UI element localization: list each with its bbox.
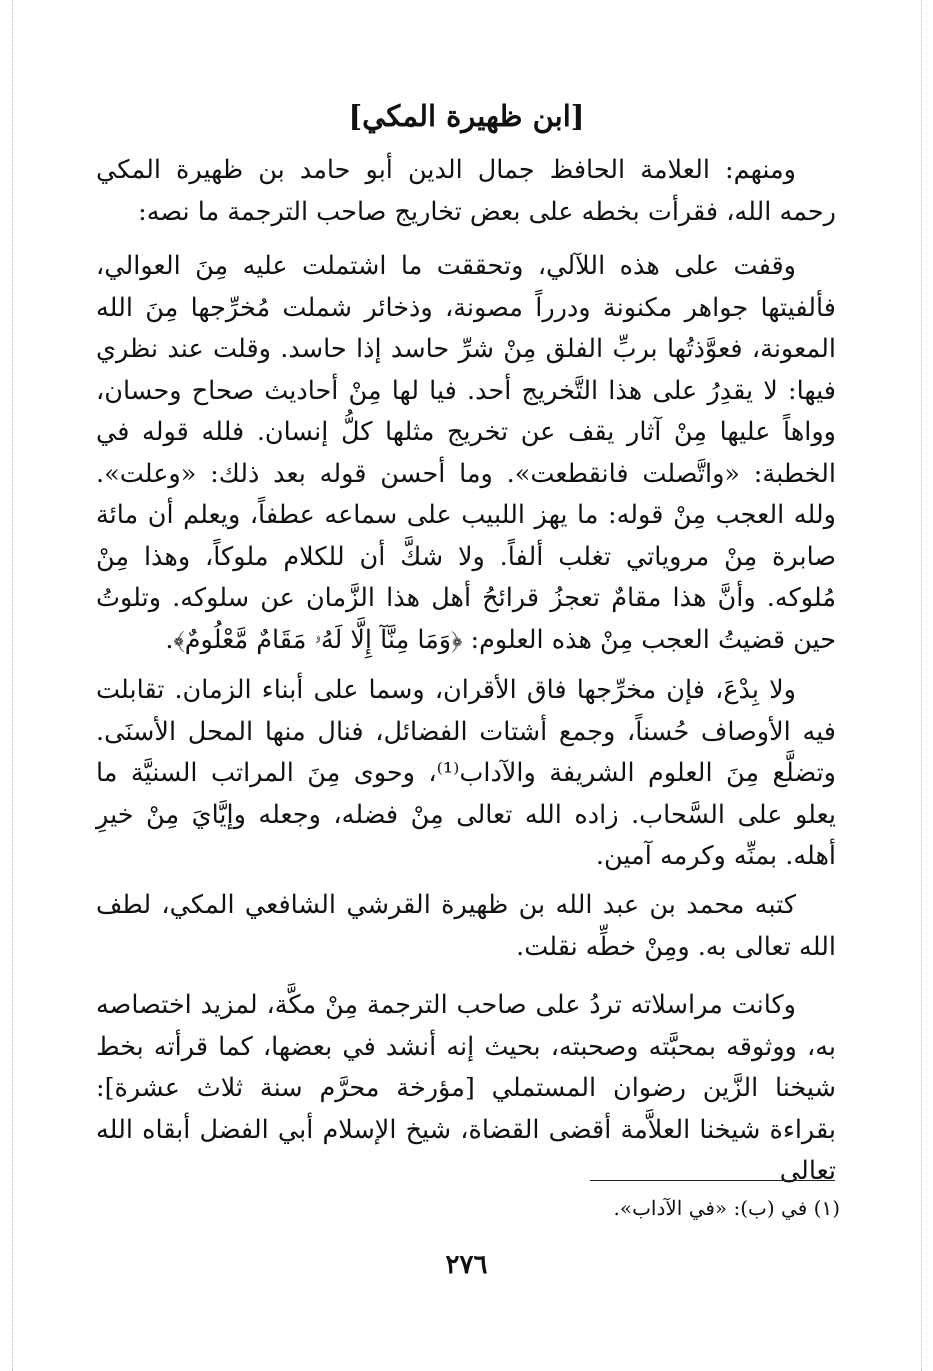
- paragraph-text: ولا بِدْعَ، فإن مخرِّجها فاق الأقران، وسما على أبناء الزمان. تقابلت فيه الأوصاف حُسناً، وجمع أشتات الفضائل، فنال منها المحل الأسنَى. وتضلَّع مِنَ العلوم الشريفة والآداب⁽¹⁾، وحوى مِنَ المراتب السنيَّة ما يعلو على السَّحاب. زاده الله تعالى مِنْ فضله، وجعله وإيَّايَ مِنْ خيرِ أهله. بمنِّه وكرمه آمين.: [96, 675, 836, 871]
- paragraph-text: ومنهم: العلامة الحافظ جمال الدين أبو حامد بن ظهيرة المكي رحمه الله، فقرأت بخطه على بعض تخاريج صاحب الترجمة ما نصه:: [96, 155, 836, 227]
- paragraph-correspondence: [96, 985, 836, 1193]
- paragraph-intro: [96, 150, 836, 233]
- section-heading: [ابن ظهيرة المكي]: [348, 99, 585, 133]
- paragraph-text: وقفت على هذه اللآلي، وتحققت ما اشتملت عليه مِنَ العوالي، فألفيتها جواهر مكنونة ودرراً مصونة، وذخائر شملت مُخرِّجها مِنَ الله المعونة، فعوَّذتُها بربِّ الفلق مِنْ شرِّ حاسد إذا حاسد. وقلت عند نظري فيها: لا يقدِرُ على هذا التَّخريج أحد. فيا لها مِنْ أحاديث صحاح وحسان، وواهاً عليها مِنْ آثار يقف عن تخريج مثلها كلُّ إنسان. فلله قوله في الخطبة: «واتَّصلت فانقطعت». وما أحسن قوله بعد ذلك: «وعلت». ولله العجب مِنْ قوله: ما يهز اللبيب على سماعه عطفاً، ويعلم أن مائة صابرة مِنْ مروياتي تغلب ألفاً. ولا شكَّ أن للكلام ملوكاً، وهذا مِنْ مُلوكه. وأنَّ هذا مقامٌ تعجزُ قرائحُ أهل هذا الزَّمان عن سلوكه. وتلوتُ حين قضيتُ العجب مِنْ هذه العلوم: ﴿وَمَا مِنَّآ إِلَّا لَهُۥ مَقَامٌ مَّعْلُومٌ﴾.: [96, 251, 836, 655]
- footnote-divider: [590, 1180, 835, 1181]
- right-margin-guide: [921, 0, 922, 1371]
- paragraph-signature: [96, 885, 836, 968]
- paragraph-quotation: [96, 246, 836, 661]
- paragraph-text: كتبه محمد بن عبد الله بن ظهيرة القرشي الشافعي المكي، لطف الله تعالى به. ومِنْ خطِّه نقلت.: [96, 890, 836, 962]
- paragraph-praise: [96, 670, 836, 878]
- footnote: (١) في (ب): «في الآداب».: [613, 1196, 840, 1220]
- page-number: ٢٧٦: [445, 1250, 488, 1280]
- left-margin-guide: [12, 0, 13, 1371]
- paragraph-text: وكانت مراسلاته تردُ على صاحب الترجمة مِنْ مكَّة، لمزيد اختصاصه به، ووثوقه بمحبَّته وصحبته، بحيث إنه أنشد في بعضها، كما قرأته بخط شيخنا الزَّين رضوان المستملي [مؤرخة محرَّم سنة ثلاث عشرة]: بقراءة شيخنا العلاَّمة أقضى القضاة، شيخ الإسلام أبي الفضل أبقاه الله تعالى: [96, 990, 836, 1186]
